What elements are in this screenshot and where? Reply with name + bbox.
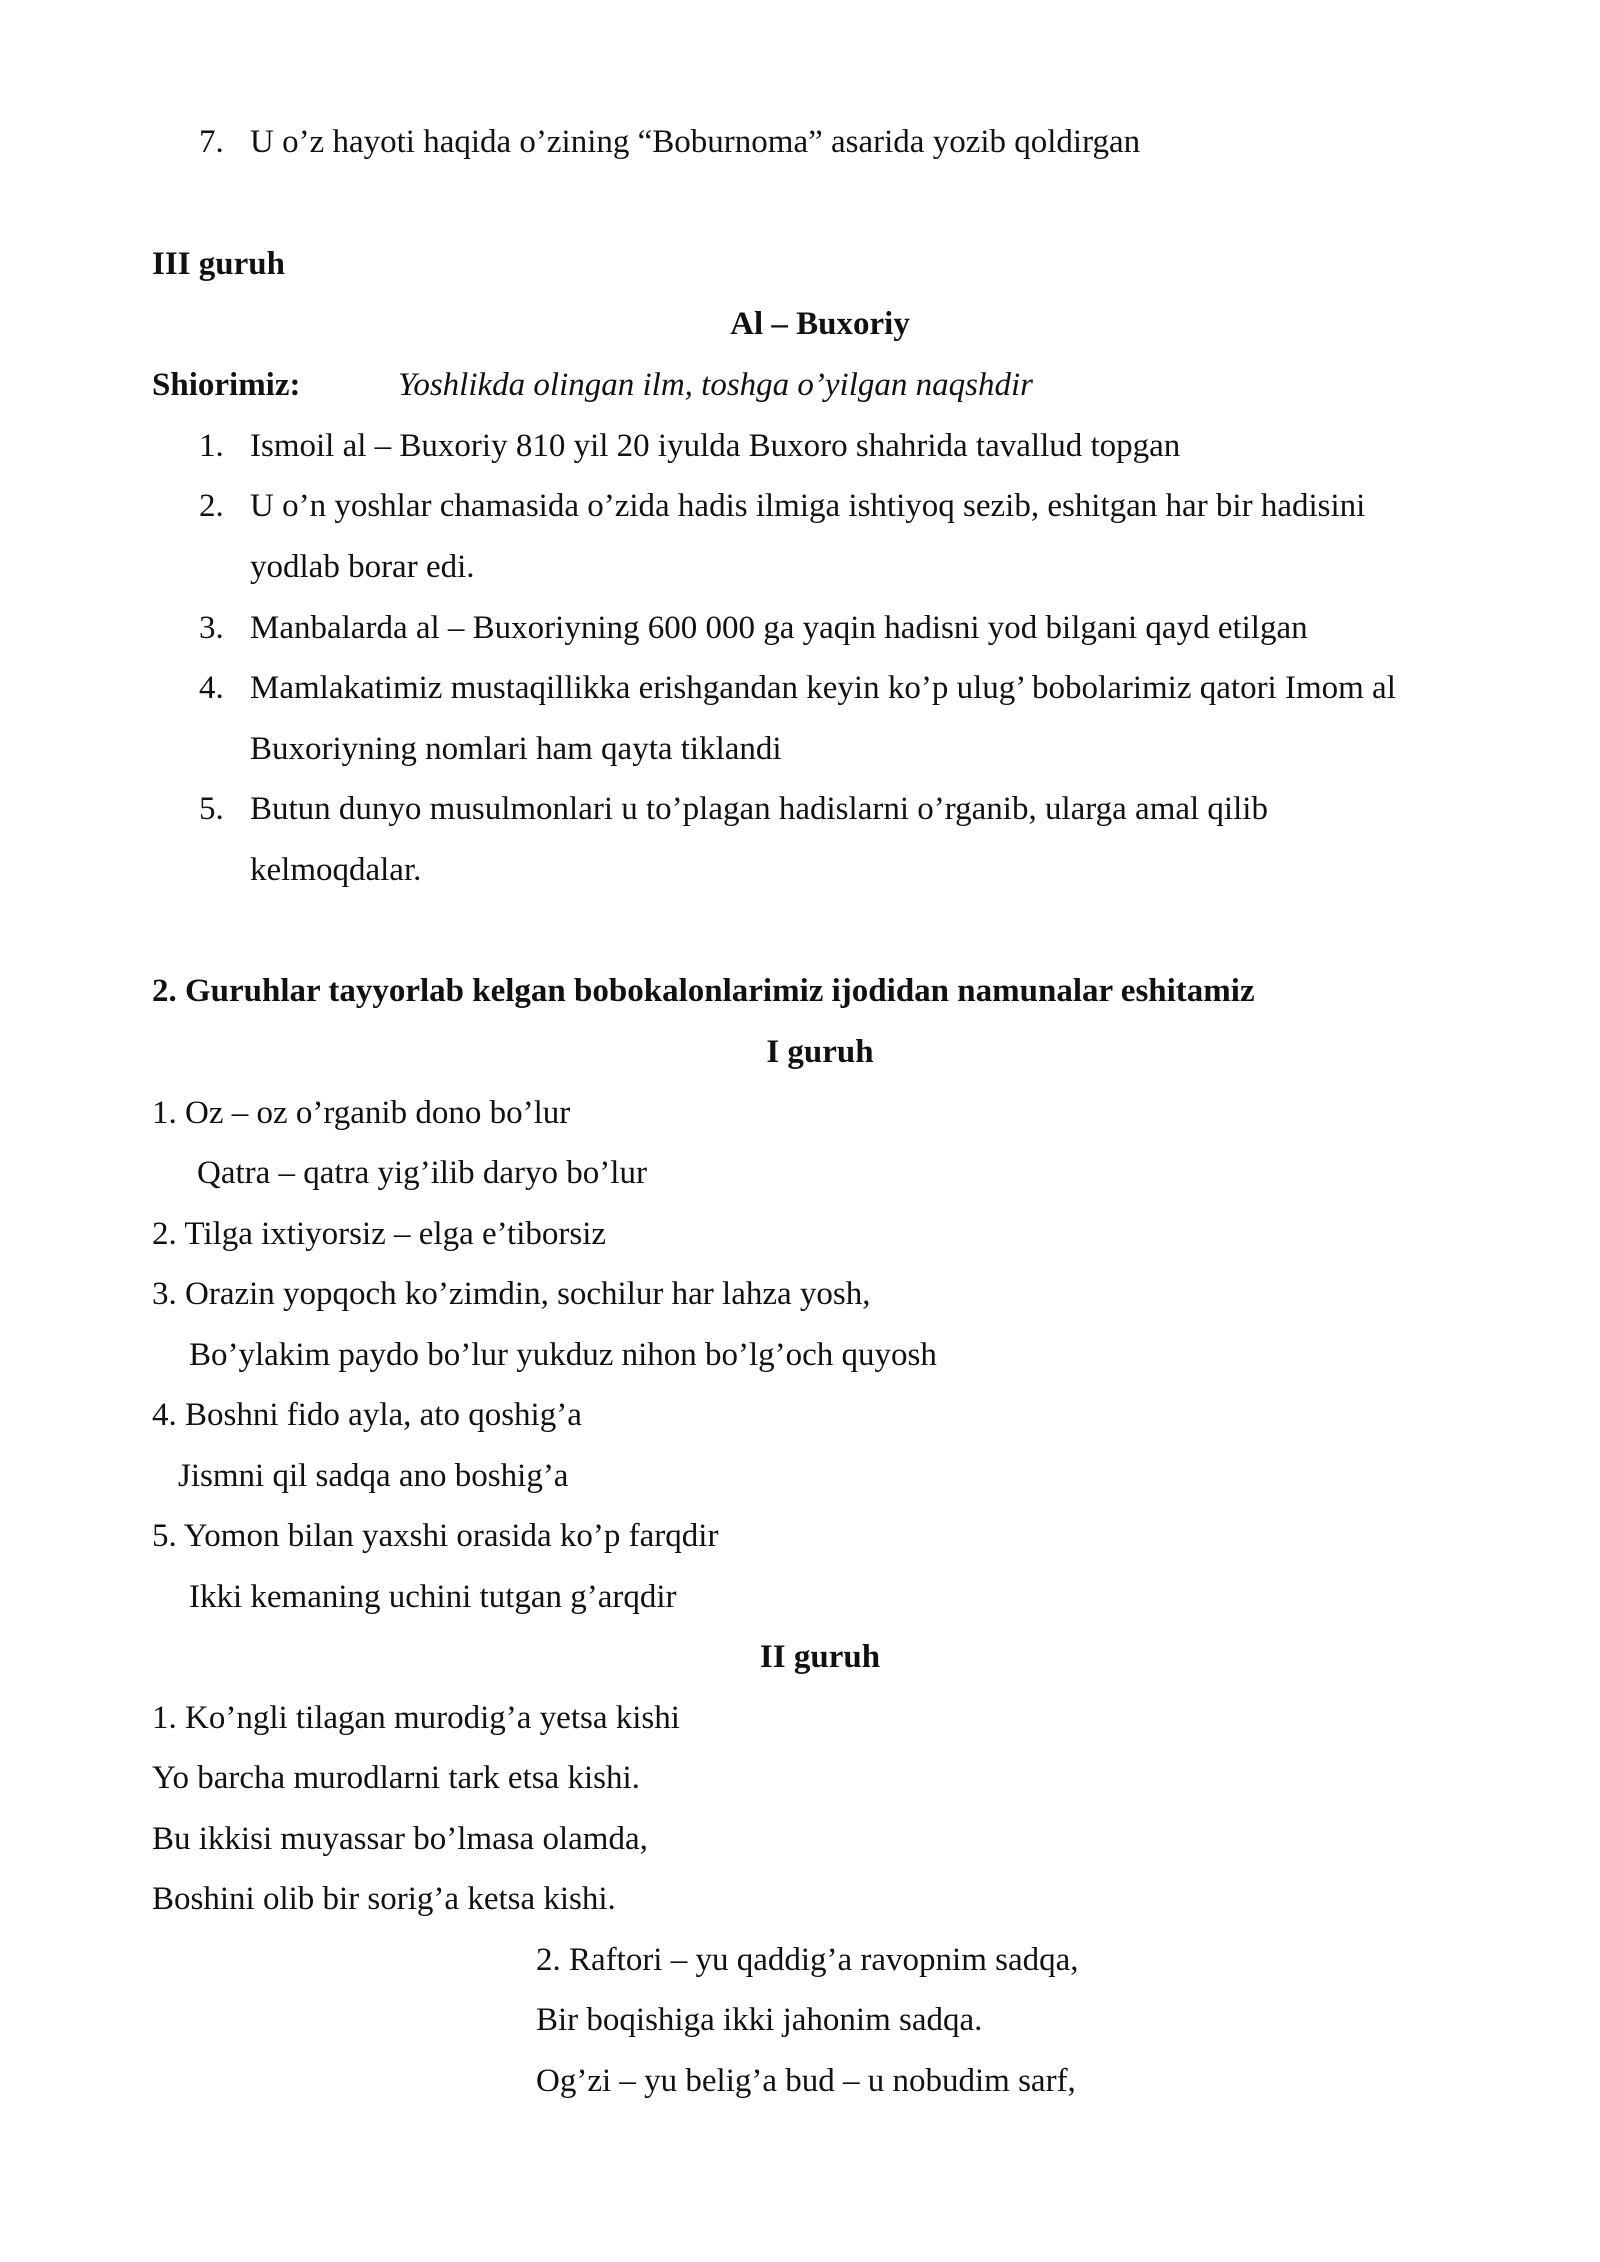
- poem-line: Jismni qil sadqa ano boshig’a: [178, 1458, 569, 1494]
- list-item-text: U o’n yoshlar chamasida o’zida hadis ilmiga ishtiyoq sezib, eshitgan har bir hadisini: [250, 488, 1366, 524]
- poem-line: 5. Yomon bilan yaxshi orasida ko’p farqdir: [152, 1518, 719, 1554]
- poem-line: 1. Oz – oz o’rganib dono bo’lur: [152, 1095, 571, 1131]
- poem-line: 4. Boshni fido ayla, ato qoshig’a: [152, 1397, 582, 1433]
- poem-line: Ikki kemaning uchini tutgan g’arqdir: [189, 1579, 677, 1615]
- list-number: 5.: [199, 791, 224, 827]
- list-item-text: Ismoil al – Buxoriy 810 yil 20 iyulda Buxoro shahrida tavallud topgan: [250, 428, 1181, 464]
- poem-line: Bo’ylakim paydo bo’lur yukduz nihon bo’lg’och quyosh: [189, 1337, 937, 1373]
- list-number: 4.: [199, 670, 224, 706]
- list-number: 7.: [199, 124, 224, 160]
- list-item-text: Manbalarda al – Buxoriyning 600 000 ga yaqin hadisni yod bilgani qayd etilgan: [250, 610, 1308, 646]
- list-item-text: U o’z hayoti haqida o’zining “Boburnoma” asarida yozib qoldirgan: [250, 124, 1141, 160]
- poem-line: Boshini olib bir sorig’a ketsa kishi.: [152, 1881, 616, 1917]
- section-heading: III guruh: [152, 246, 285, 282]
- poem-line: 2. Tilga ixtiyorsiz – elga e’tiborsiz: [152, 1216, 607, 1252]
- part-heading: 2. Guruhlar tayyorlab kelgan bobokalonlarimiz ijodidan namunalar eshitamiz: [152, 973, 1255, 1009]
- list-number: 3.: [199, 610, 224, 646]
- poem-line: Yo barcha murodlarni tark etsa kishi.: [152, 1760, 640, 1796]
- poem-line: Qatra – qatra yig’ilib daryo bo’lur: [197, 1155, 647, 1191]
- list-item-text: Mamlakatimiz mustaqillikka erishgandan keyin ko’p ulug’ bobolarimiz qatori Imom al: [250, 670, 1396, 706]
- poem-line: 1. Ko’ngli tilagan murodig’a yetsa kishi: [152, 1700, 680, 1736]
- list-number: 1.: [199, 428, 224, 464]
- motto-label: Shiorimiz:: [152, 367, 301, 403]
- motto-text: Yoshlikda olingan ilm, toshga o’yilgan naqshdir: [398, 367, 1033, 403]
- list-number: 2.: [199, 488, 224, 524]
- poem-line: Bu ikkisi muyassar bo’lmasa olamda,: [152, 1821, 648, 1857]
- list-item-text: Butun dunyo musulmonlari u to’plagan hadislarni o’rganib, ularga amal qilib: [250, 791, 1268, 827]
- poem-line: 2. Raftori – yu qaddig’a ravopnim sadqa,: [536, 1942, 1079, 1978]
- poem-line: 3. Orazin yopqoch ko’zimdin, sochilur har lahza yosh,: [152, 1276, 871, 1312]
- section-title: Al – Buxoriy: [730, 306, 910, 342]
- group-title: I guruh: [766, 1034, 874, 1070]
- list-item-text: kelmoqdalar.: [250, 852, 422, 888]
- list-item-text: yodlab borar edi.: [250, 549, 475, 585]
- group-title: II guruh: [759, 1639, 881, 1675]
- poem-line: Bir boqishiga ikki jahonim sadqa.: [536, 2002, 983, 2038]
- poem-line: Og’zi – yu belig’a bud – u nobudim sarf,: [536, 2063, 1076, 2099]
- list-item-text: Buxoriyning nomlari ham qayta tiklandi: [250, 731, 782, 767]
